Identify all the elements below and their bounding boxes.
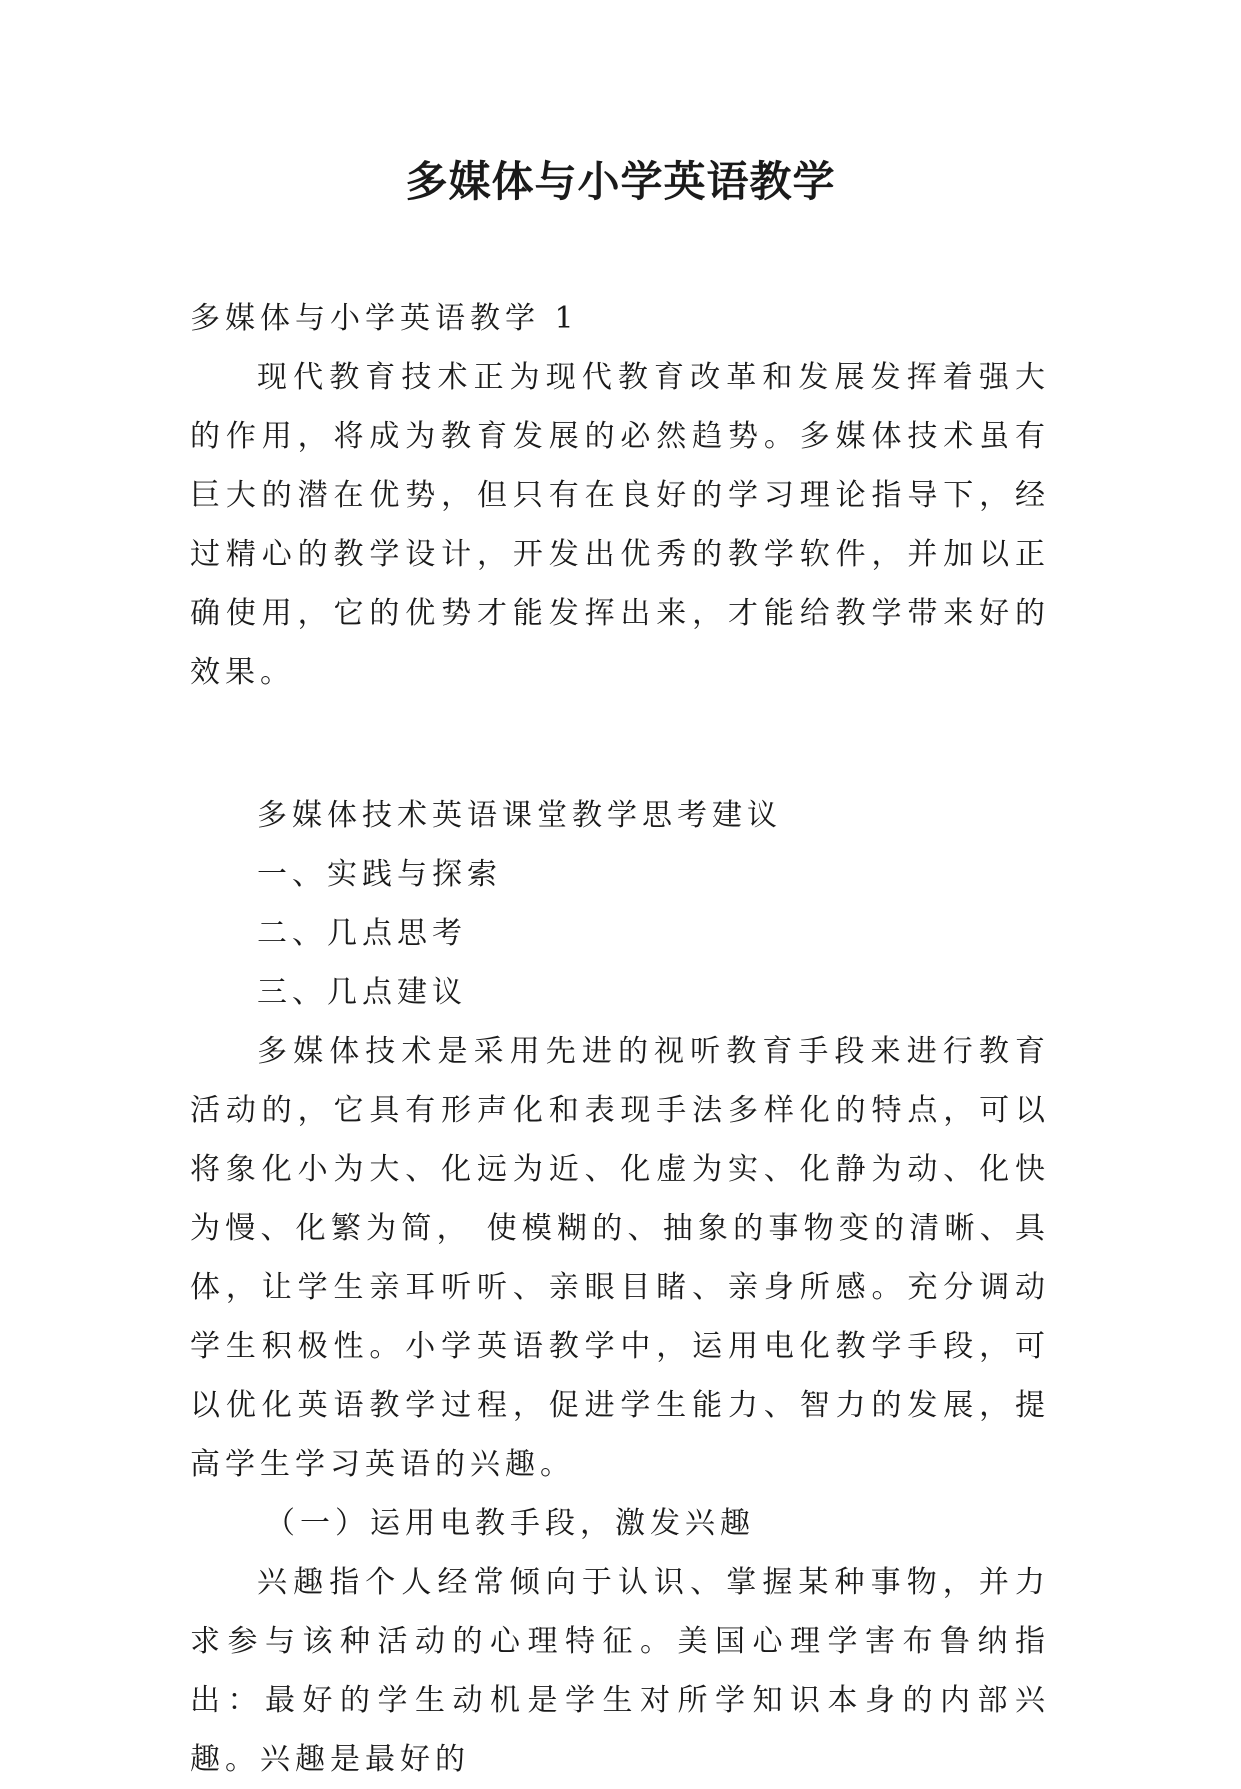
section-heading: 多媒体与小学英语教学 1 [190, 301, 579, 336]
paragraph-1: 现代教育技术正为现代教育改革和发展发挥着强大的作用，将成为教育发展的必然趋势。多媒体技术虽有巨大的潜在优势，但只有在良好的学习理论指导下，经过精心的教学设计，开发出优秀的教学软件，并加以正确使用，它的优势才能发挥出来，才能给教学带来好的效果。 [190, 360, 1050, 690]
document-body [190, 289, 1050, 1789]
outline-title: 多媒体技术英语课堂教学思考建议 [257, 798, 782, 833]
subsection-heading-1: （一）运用电教手段，激发兴趣 [265, 1506, 755, 1541]
document-title: 多媒体与小学英语教学 [405, 157, 836, 206]
paragraph-gap [190, 702, 1050, 786]
paragraph-3: 兴趣指个人经常倾向于认识、掌握某种事物，并力求参与该种活动的心理特征。美国心理学害布鲁纳指出：最好的学生动机是学生对所学知识本身的内部兴趣。兴趣是最好的 [190, 1565, 1050, 1777]
paragraph-2: 多媒体技术是采用先进的视听教育手段来进行教育活动的，它具有形声化和表现手法多样化的特点，可以将象化小为大、化远为近、化虚为实、化静为动、化快为慢、化繁为简， 使模糊的、抽象的事物变的清晰、具体，让学生亲耳听听、亲眼目睹、亲身所感。充分调动学生积极性。小学英语教学中，运用电化教学手段，可以优化英语教学过程，促进学生能力、智力的发展，提高学生学习英语的兴趣。 [190, 1034, 1050, 1482]
outline-item-3: 三、几点建议 [257, 975, 467, 1010]
outline-item-1: 一、实践与探索 [257, 857, 502, 892]
outline-item-2: 二、几点思考 [257, 916, 467, 951]
